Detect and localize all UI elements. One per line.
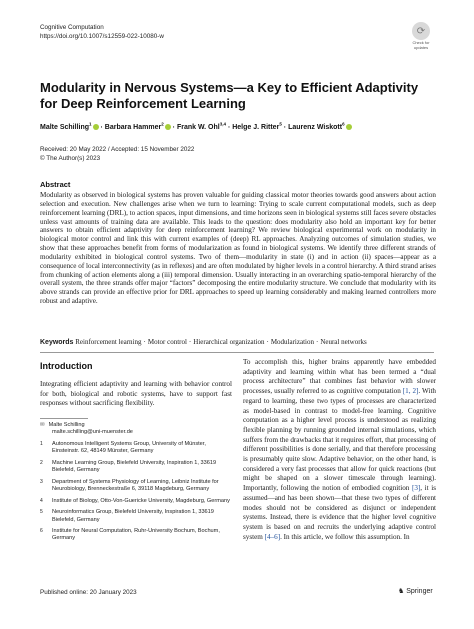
check-for-updates-badge[interactable]: [408, 22, 434, 56]
affiliation: [40, 498, 232, 505]
affiliation: [40, 479, 232, 493]
keywords-items: [75, 338, 367, 346]
citation-link[interactable]: [4–6]: [264, 532, 281, 541]
abstract-heading: Abstract: [40, 180, 71, 189]
article-dates: [40, 146, 194, 163]
badge-line1: Check for: [412, 40, 430, 45]
author-name: Laurenz Wiskott: [288, 124, 343, 132]
affiliation-text: Autonomous Intelligent Systems Group, University of Münster, Einsteinstr. 62, 48149 Münster, Germany: [52, 440, 206, 455]
introduction-heading: Introduction: [40, 361, 93, 371]
affiliation-number: 5: [40, 509, 43, 516]
keywords-label: Keywords: [40, 339, 74, 346]
section-divider: [40, 352, 434, 353]
author[interactable]: [232, 124, 282, 131]
refresh-icon: ⟳: [412, 22, 430, 40]
author-list: [40, 122, 440, 131]
affiliation-number: 4: [40, 497, 43, 504]
publisher-name: Springer: [406, 588, 433, 595]
author-affiliation-number: 2: [161, 122, 164, 127]
badge-line2: updates: [413, 44, 429, 50]
published-online-date: Published online: 20 January 2023: [40, 589, 137, 596]
affiliation-number: 3: [40, 478, 43, 485]
affiliation-text: Institute for Neural Computation, Ruhr-University Bochum, Bochum, Germany: [52, 528, 220, 542]
author[interactable]: [288, 124, 352, 131]
keyword-separator: ·: [266, 338, 269, 346]
introduction-text: Integrating efficient adaptivity and learning with behavior control for both, biological and robotic systems, have to support fast responses without sacrificing flexibility.: [40, 380, 232, 408]
affiliation-text: Department of Systems Physiology of Learning, Leibniz Institute for Neurobiology, Brenneckestraße 6, 39118 Magdeburg, Germany: [52, 478, 219, 492]
author-separator: ·: [226, 124, 233, 132]
affiliation-text: Institute of Biology, Otto-Von-Guericke University, Magdeburg, Germany: [52, 497, 230, 504]
author-name: Barbara Hammer: [104, 124, 162, 132]
publisher-logo: [398, 587, 433, 595]
received-accepted-dates: Received: 20 May 2022 / Accepted: 15 November 2022: [40, 146, 195, 153]
footnote-divider: [40, 418, 88, 419]
affiliation-number: 6: [40, 528, 43, 535]
envelope-icon: ✉: [40, 422, 45, 428]
keyword: Reinforcement learning: [75, 338, 142, 346]
author[interactable]: [105, 124, 171, 131]
author-affiliation-number: 6: [342, 122, 345, 127]
springer-horse-icon: ♞: [398, 588, 405, 595]
journal-header: [40, 24, 164, 41]
footnotes: [40, 422, 232, 543]
affiliation: [40, 460, 232, 474]
keywords-line: [40, 338, 436, 346]
author[interactable]: [40, 124, 99, 131]
paragraph-segment: . In this article, we follow this assumption. In: [280, 532, 410, 541]
author-name: Helge J. Ritter: [232, 124, 280, 132]
keyword: Neural networks: [320, 338, 367, 346]
abstract-text: Modularity as observed in biological systems has proven valuable for guiding classical motor theories towards good answers about action selection and execution. New challenges arise when we turn to learning: Trying to scale current computational models, such as deep reinforcement learning (DRL), to action spaces, input dimensions, and time horizons seen in biological systems still faces severe obstacles unless vast amounts of training data are available. This leads to the question: does modularity also hold an important key for better answers to obtain efficient adaptivity for deep reinforcement learning? We review biological experimental work on modularity in biological motor control and link this with current examples of (deep) RL approaches. Analyzing outcomes of simulation studies, we show that these approaches benefit from forms of modularization as found in biological systems. We identify three different strands of modularity exhibited in biological control systems. Two of them—modularity in state (i) and in action (ii) spaces—appear as a consequence of local interconnectivity (as in reflexes) and are often modulated by higher levels in a control hierarchy. A third strand arises from chunking of action elements along a (iii) temporal dimension. Usually interacting in an overarching spatio-temporal hierarchy of the overall system, the three strands offer major “factors” decomposing the entire modularity structure. We conclude that modularity with its above strands can provide an effective prior for DRL approaches to speed up learning considerably and making learned controllers more robust and adaptive.: [40, 191, 436, 306]
keyword: Modularization: [270, 338, 314, 346]
author-name: Frank W. Ohl: [176, 124, 220, 132]
citation-link[interactable]: [1, 2]: [402, 387, 419, 396]
affiliation-text: Neuroinformatics Group, Bielefeld University, Inspiration 1, 33619 Bielefeld, Germany: [52, 509, 214, 523]
keyword-separator: ·: [188, 338, 192, 346]
author-name: Malte Schilling: [40, 124, 90, 132]
correspondence: [40, 422, 232, 436]
affiliation-text: Machine Learning Group, Bielefeld University, Inspiration 1, 33619 Bielefeld, Germany: [52, 459, 217, 474]
keyword: Hierarchical organization: [193, 338, 265, 346]
copyright-notice: © The Author(s) 2023: [40, 154, 101, 162]
author-separator: ·: [170, 124, 177, 132]
journal-name: Cognitive Computation: [40, 24, 104, 31]
affiliation-number: 1: [40, 440, 43, 447]
author-affiliation-number: 5: [279, 122, 282, 127]
affiliation-number: 2: [40, 459, 43, 466]
badge-label: [408, 41, 434, 50]
introduction-right-column: [243, 358, 436, 542]
corresponding-author-name: Malte Schilling: [48, 422, 85, 428]
affiliation: [40, 528, 232, 542]
article-title: Modularity in Nervous Systems—a Key to Efficient Adaptivity for Deep Reinforcement Learning: [40, 80, 419, 111]
author[interactable]: [177, 124, 226, 131]
keyword-separator: ·: [315, 338, 319, 346]
citation-link[interactable]: [3]: [411, 484, 421, 493]
doi-link[interactable]: https://doi.org/10.1007/s12559-022-10080-w: [40, 32, 164, 40]
paragraph-segment: To accomplish this, higher brains apparently have embedded adaptivity and learning within what has been termed a “dual process architecture” that combines fast behavior with slower processes, usually referred to as cognitive computation: [243, 358, 436, 396]
affiliation: [40, 441, 232, 455]
author-affiliation-number: 1: [89, 122, 92, 127]
orcid-icon[interactable]: [346, 124, 352, 130]
author-separator: ·: [281, 124, 289, 132]
affiliation-list: [40, 441, 232, 543]
keyword-separator: ·: [143, 338, 146, 346]
author-affiliation-number: 3,4: [219, 122, 226, 127]
author-separator: ·: [98, 124, 105, 132]
keyword: Motor control: [147, 338, 187, 346]
paragraph-segment: , it is assumed—and has been shown—that these two types of different modes should not be considered as disjunct or independent systems. Instead, there is evidence that the higher level cognitive system is based on and recruits the underlying adaptive control system: [243, 484, 436, 541]
corresponding-author-email[interactable]: malte.schilling@uni-muenster.de: [52, 429, 133, 436]
paragraph-segment: . With regard to learning, these two types of processes are characterized as model-based in contrast to model-free learning. Cognitive computation as a higher level process is understood as realizing flexible planning by running grounded internal simulations, which suffers from the drawbacks that it requires effort, that processing of different possibilities is done serially, and that therefore processing is presumably quite slow. Adaptive behavior, on the other hand, is considered a very fast processes that allow for quick reactions (but might be shaped on a slower timescale through learning). Importantly, following the notion of embodied cognition: [243, 387, 437, 493]
affiliation: [40, 509, 232, 523]
